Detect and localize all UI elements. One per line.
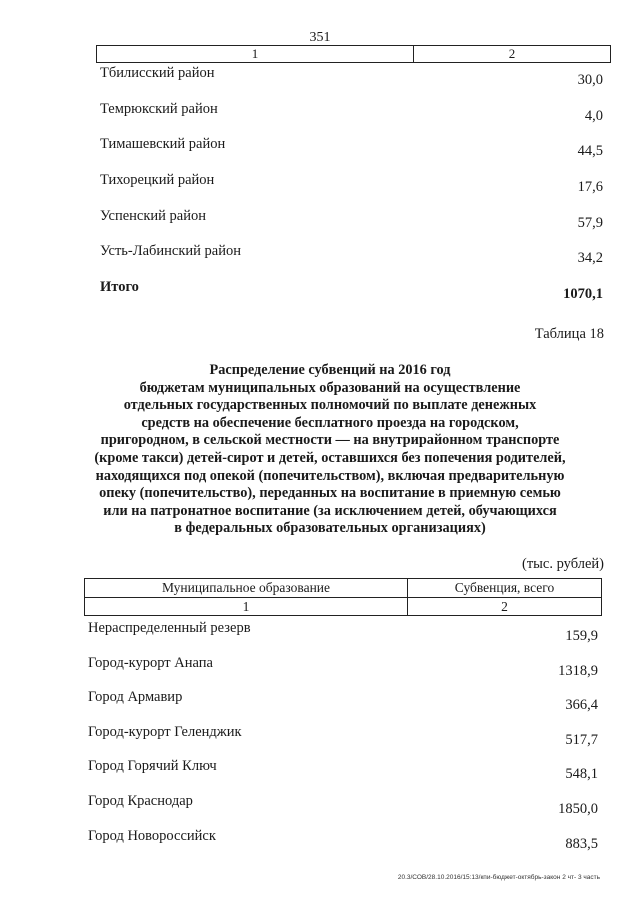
district-name: Успенский район [100, 207, 206, 224]
title-line: пригородном, в сельской местности — на внутрирайонном транспорте [100, 432, 560, 449]
table-row [84, 616, 602, 651]
title-line: бюджетам муниципальных образований на осуществление [139, 379, 521, 396]
municipality-name: Город-курорт Геленджик [88, 723, 242, 740]
table-row [84, 651, 602, 686]
title-line: в федеральных образовательных организациях) [174, 520, 486, 537]
subsidy-value: 44,5 [577, 143, 603, 160]
column-header-subsidy: Субвенция, всего [454, 580, 555, 595]
table-caption: Таблица 18 [534, 326, 604, 342]
document-footer-code: 20.3/СОВ/28.10.2016/15:13/кпи-бюджет-октябрь-закон 2 чт- 3 часть [397, 874, 600, 881]
table1-header-col1: 1 [97, 46, 414, 62]
subsidy-value: 366,4 [565, 697, 598, 714]
table-row [96, 133, 611, 169]
column-number-1: 1 [85, 598, 408, 616]
table-row [84, 754, 602, 789]
table2-body [84, 616, 602, 858]
district-name: Усть-Лабинский район [100, 243, 241, 260]
district-name: Темрюкский район [100, 100, 218, 117]
column-header-municipality: Муниципальное образование [85, 579, 408, 597]
subsidy-value: 548,1 [565, 766, 598, 783]
district-name: Тихорецкий район [100, 172, 215, 189]
title-line: находящихся под опекой (попечительством), включая предварительную [95, 467, 565, 484]
title-line: или на патронатное воспитание (за исключением детей, обучающихся [103, 502, 557, 519]
subsidy-value: 1318,9 [558, 662, 598, 679]
total-label: Итого [100, 279, 139, 296]
table-row [84, 720, 602, 755]
subsidy-value: 57,9 [577, 214, 603, 231]
units-label: (тыс. рублей) [522, 556, 604, 572]
table-row [96, 98, 611, 134]
table1-header-col2: 2 [508, 46, 516, 61]
title-line: Распределение субвенций на 2016 год [209, 362, 451, 378]
subsidy-value: 1850,0 [558, 800, 598, 817]
table2-header-numbers [85, 597, 601, 616]
district-name: Тбилисский район [100, 65, 215, 81]
table1-header [96, 45, 611, 63]
municipality-name: Город Армавир [88, 689, 183, 706]
table1-body [96, 62, 611, 312]
subsidy-value: 34,2 [577, 250, 603, 267]
title-line: средств на обеспечение бесплатного проезда на городском, [141, 414, 519, 431]
table-row [96, 62, 611, 98]
table-title [70, 362, 590, 538]
table-row [84, 685, 602, 720]
municipality-name: Нераспределенный резерв [88, 620, 251, 636]
table2-header [84, 578, 602, 616]
municipality-name: Город Новороссийск [88, 827, 216, 844]
page-number: 351 [309, 30, 331, 45]
total-value: 1070,1 [563, 286, 603, 303]
table-row [96, 240, 611, 276]
table-row [96, 169, 611, 205]
district-name: Тимашевский район [100, 136, 226, 153]
municipality-name: Город Краснодар [88, 792, 193, 809]
column-number-2: 2 [501, 599, 508, 614]
subsidy-value: 883,5 [565, 835, 598, 852]
subsidy-value: 30,0 [577, 72, 603, 88]
table-row [84, 824, 602, 859]
municipality-name: Город Горячий Ключ [88, 758, 217, 775]
table2-header-titles [85, 579, 601, 597]
title-line: (кроме такси) детей-сирот и детей, оставшихся без попечения родителей, [94, 449, 566, 466]
subsidy-value: 17,6 [577, 179, 603, 196]
municipality-name: Город-курорт Анапа [88, 654, 213, 671]
table-row [96, 205, 611, 241]
title-line: отдельных государственных полномочий по выплате денежных [123, 397, 537, 414]
table-row [84, 789, 602, 824]
total-row [96, 276, 611, 312]
title-line: опеку (попечительство), переданных на воспитание в приемную семью [99, 485, 561, 502]
subsidy-value: 517,7 [565, 731, 598, 748]
subsidy-value: 4,0 [584, 107, 603, 124]
subsidy-value: 159,9 [565, 628, 598, 644]
